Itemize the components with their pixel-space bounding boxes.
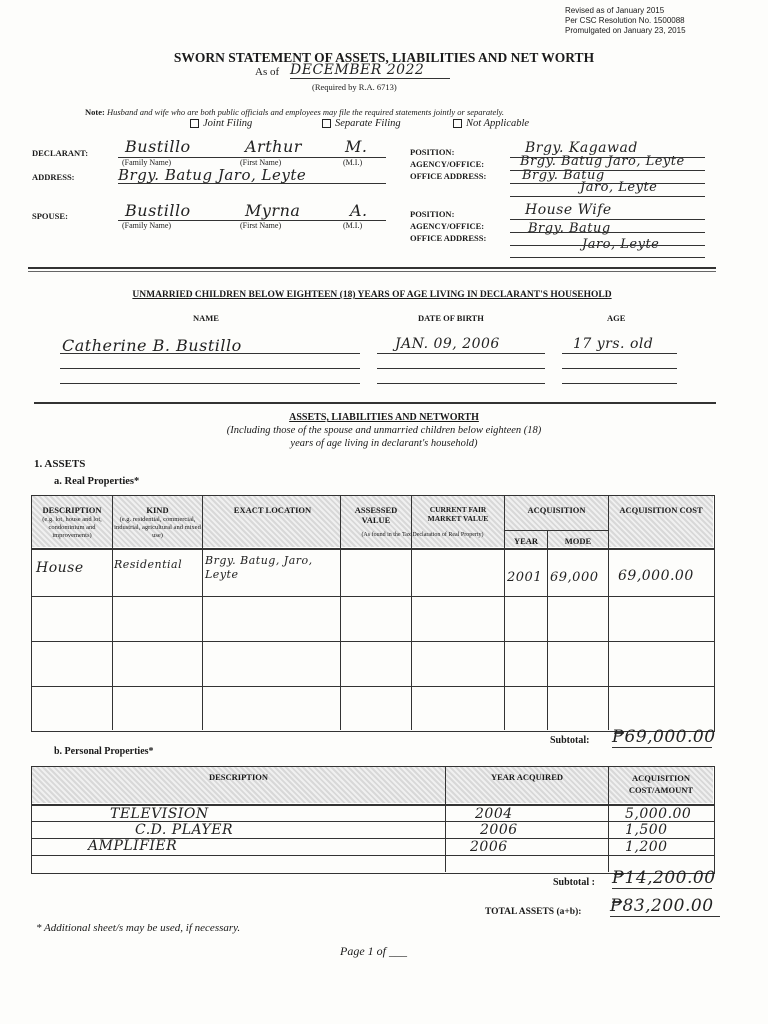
declarant-office-line-2 <box>510 196 705 197</box>
personal-hdr-cost: ACQUISITION COST/AMOUNT <box>628 773 694 795</box>
total-assets: ₱83,200.00 <box>610 896 720 917</box>
declarant-office-address-2: Jaro, Leyte <box>580 180 658 195</box>
declarant-agency-label: AGENCY/OFFICE: <box>410 159 485 169</box>
real-row-location: Brgy. Batug, Jaro, Leyte <box>205 554 313 581</box>
not-applicable-option[interactable] <box>453 118 529 129</box>
declarant-office-line <box>510 183 705 184</box>
as-of-value: DECEMBER 2022 <box>290 62 450 79</box>
declarant-office-address-1: Brgy. Batug <box>522 168 605 183</box>
real-hdr-location: EXACT LOCATION <box>233 505 312 515</box>
personal-row-1-description: TELEVISION <box>110 806 209 822</box>
real-properties-label: a. Real Properties* <box>54 476 140 487</box>
real-hdr-kind: KIND <box>146 505 169 515</box>
personal-row-2-description: C.D. PLAYER <box>135 822 234 838</box>
personal-row-3-year: 2006 <box>470 839 508 855</box>
real-col-sep-6 <box>547 530 548 730</box>
page-number: Page 1 of ___ <box>340 944 407 958</box>
children-col-dob: DATE OF BIRTH <box>418 313 484 323</box>
address-label: ADDRESS: <box>32 172 75 182</box>
revision-line-2: Per CSC Resolution No. 1500088 <box>565 16 685 25</box>
real-col-sep-4 <box>411 495 412 730</box>
separate-filing-option[interactable] <box>322 118 401 129</box>
personal-hdr-year: YEAR ACQUIRED <box>490 772 564 782</box>
real-hdr-year: YEAR <box>513 536 539 546</box>
separate-filing-label: Separate Filing <box>335 118 401 129</box>
spouse-office-line <box>510 245 705 246</box>
declarant-office-address-label: OFFICE ADDRESS: <box>410 171 487 181</box>
real-row-year: 2001 <box>507 570 543 585</box>
declarant-agency: Brgy. Batug Jaro, Leyte <box>520 154 685 169</box>
note-text: Husband and wife who are both public officials and employees may file the required statements jointly or separately. <box>106 107 505 117</box>
spouse-office-address-label: OFFICE ADDRESS: <box>410 233 487 243</box>
real-row-description: House <box>36 560 84 576</box>
mi-sublabel: (M.I.) <box>343 158 363 167</box>
divider-top <box>28 267 716 269</box>
joint-filing-option[interactable] <box>190 118 252 129</box>
family-name-sublabel: (Family Name) <box>122 158 172 167</box>
form-title: SWORN STATEMENT OF ASSETS, LIABILITIES AND NET WORTH <box>173 50 595 65</box>
real-row-line-1 <box>31 596 714 597</box>
declarant-address: Brgy. Batug Jaro, Leyte <box>118 166 307 184</box>
declarant-first-name: Arthur <box>245 137 302 156</box>
real-row-mode: 69,000 <box>550 570 599 585</box>
children-heading: UNMARRIED CHILDREN BELOW EIGHTEEN (18) YEARS OF AGE LIVING IN DECLARANT'S HOUSEHOLD <box>132 290 612 300</box>
real-col-sep-2 <box>202 495 203 730</box>
spouse-position-label: POSITION: <box>410 209 455 219</box>
first-name-sublabel: (First Name) <box>240 158 282 167</box>
personal-row-line-3 <box>31 855 714 856</box>
declarant-family-name: Bustillo <box>125 137 191 156</box>
address-line <box>118 183 386 184</box>
children-col-age: AGE <box>607 313 626 323</box>
spouse-mi-sublabel: (M.I.) <box>343 221 363 230</box>
real-hdr-mode: MODE <box>564 536 592 546</box>
revision-line-3: Promulgated on January 23, 2015 <box>565 26 686 35</box>
personal-row-3-cost: 1,200 <box>625 839 668 855</box>
footnote: * Additional sheet/s may be used, if necessary. <box>36 922 241 934</box>
child-row-1-dob-line <box>377 353 545 354</box>
revision-line-1: Revised as of January 2015 <box>565 6 665 15</box>
note <box>85 107 504 117</box>
child-dob: JAN. 09, 2006 <box>395 336 500 352</box>
spouse-position-line <box>510 219 705 220</box>
real-col-sep-7 <box>608 495 609 730</box>
real-row-line-2 <box>31 641 714 642</box>
alnw-sub-1: (Including those of the spouse and unmarried children below eighteen (18) <box>226 425 542 436</box>
real-hdr-description-sub: (e.g. lot, house and lot, condominium and improvements) <box>42 516 102 539</box>
child-row-1-age-line <box>562 353 677 354</box>
spouse-position: House Wife <box>525 202 612 218</box>
spouse-first-sublabel: (First Name) <box>240 221 282 230</box>
declarant-position-line <box>510 157 705 158</box>
not-applicable-checkbox[interactable] <box>453 119 462 128</box>
children-col-name: NAME <box>193 313 219 323</box>
child-row-3-dob-line <box>377 383 545 384</box>
real-hdr-acq-cost: ACQUISITION COST <box>619 505 703 515</box>
real-subtotal-label: Subtotal: <box>550 735 590 746</box>
real-hdr-acquisition: ACQUISITION <box>527 505 586 515</box>
personal-subtotal-label: Subtotal : <box>553 877 595 888</box>
alnw-sub-2: years of age living in declarant's household) <box>290 438 478 449</box>
required-note: (Required by R.A. 6713) <box>312 82 397 92</box>
spouse-first-name: Myrna <box>245 201 301 220</box>
spouse-label: SPOUSE: <box>32 211 68 221</box>
personal-row-1-cost: 5,000.00 <box>625 806 692 822</box>
real-row-kind: Residential <box>114 558 183 571</box>
acquisition-split-line <box>504 530 608 531</box>
spouse-mi: A. <box>350 201 368 220</box>
spouse-family-sublabel: (Family Name) <box>122 221 172 230</box>
personal-hdr-description: DESCRIPTION <box>208 772 269 782</box>
note-label: Note: <box>85 107 105 117</box>
real-header-bottom <box>31 548 714 550</box>
child-row-1-name-line <box>60 353 360 354</box>
child-row-3-name-line <box>60 383 360 384</box>
child-row-2-name-line <box>60 368 360 369</box>
not-applicable-label: Not Applicable <box>466 118 530 129</box>
real-hdr-kind-sub: (e.g. residential, commercial, industrial, agricultural and mixed use) <box>114 516 201 539</box>
real-subtotal: ₱69,000.00 <box>612 727 716 747</box>
divider-top-thin <box>28 271 716 272</box>
declarant-mi: M. <box>345 137 368 156</box>
child-age: 17 yrs. old <box>573 336 654 352</box>
assets-label: 1. ASSETS <box>34 458 86 470</box>
spouse-agency-label: AGENCY/OFFICE: <box>410 221 485 231</box>
personal-col-sep-2 <box>608 766 609 872</box>
divider-mid <box>34 402 716 404</box>
spouse-agency-line <box>510 232 705 233</box>
alnw-heading: ASSETS, LIABILITIES AND NETWORTH <box>289 412 479 423</box>
personal-row-2-cost: 1,500 <box>625 822 668 838</box>
child-row-3-age-line <box>562 383 677 384</box>
child-row-2-age-line <box>562 368 677 369</box>
real-hdr-description: DESCRIPTION <box>42 505 102 515</box>
as-of-label: As of <box>255 66 280 78</box>
revision-block <box>565 6 686 36</box>
real-hdr-fair-market: CURRENT FAIR MARKET VALUE <box>427 505 489 523</box>
child-row-2-dob-line <box>377 368 545 369</box>
spouse-office-1: Brgy. Batug <box>528 221 611 236</box>
personal-row-3-description: AMPLIFIER <box>88 838 178 854</box>
joint-filing-label: Joint Filing <box>203 118 253 129</box>
declarant-agency-line <box>510 170 705 171</box>
spouse-office-line-2 <box>510 257 705 258</box>
personal-row-2-year: 2006 <box>480 822 518 838</box>
personal-row-1-year: 2004 <box>475 806 513 822</box>
real-hdr-assessed: ASSESSED VALUE <box>354 505 398 525</box>
personal-subtotal: ₱14,200.00 <box>612 868 716 888</box>
declarant-position: Brgy. Kagawad <box>525 140 638 156</box>
real-row-line-3 <box>31 686 714 687</box>
real-row-cost: 69,000.00 <box>618 568 694 584</box>
joint-filing-checkbox[interactable] <box>190 119 199 128</box>
separate-filing-checkbox[interactable] <box>322 119 331 128</box>
declarant-position-label: POSITION: <box>410 147 455 157</box>
total-assets-label: TOTAL ASSETS (a+b): <box>485 907 582 917</box>
personal-properties-label: b. Personal Properties* <box>54 746 154 757</box>
child-name: Catherine B. Bustillo <box>62 336 242 355</box>
spouse-family-name: Bustillo <box>125 201 191 220</box>
real-col-sep-3 <box>340 495 341 730</box>
real-hdr-fair-market-sub: (As found in the Tax Declaration of Real Property) <box>361 532 484 538</box>
spouse-office-2: Jaro, Leyte <box>582 237 660 252</box>
declarant-label: DECLARANT: <box>32 148 89 158</box>
